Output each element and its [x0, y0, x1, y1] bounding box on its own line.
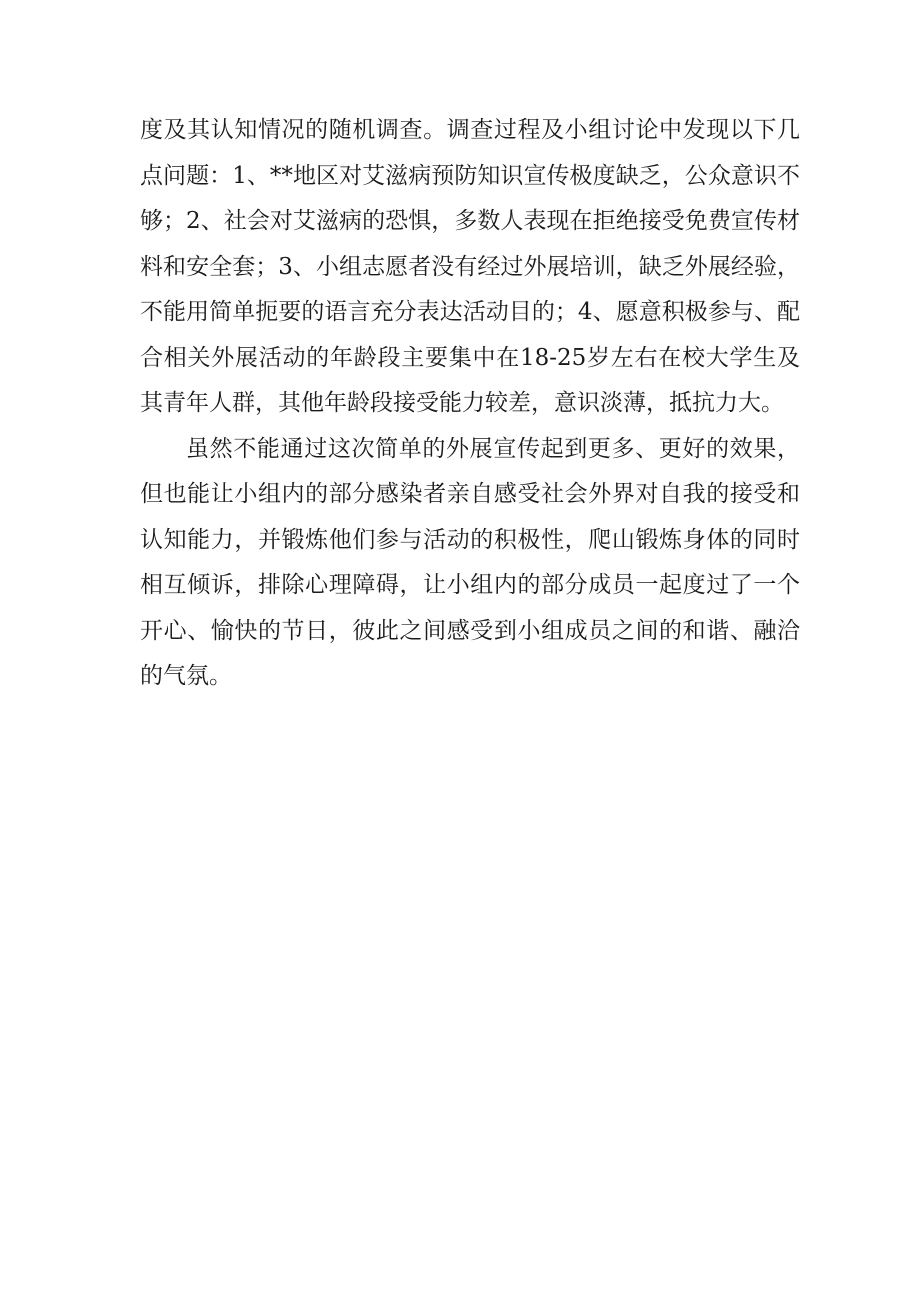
text-line: 不能用简单扼要的语言充分表达活动目的；4、愿意积极参与、配: [140, 299, 800, 325]
text-line: 认知能力，并锻炼他们参与活动的积极性，爬山锻炼身体的同时: [140, 526, 800, 553]
text-line: 其青年人群，其他年龄段接受能力较差，意识淡薄，抵抗力大。: [140, 390, 784, 416]
text-line: 合相关外展活动的年龄段主要集中在18-25岁左右在校大学生及: [140, 344, 800, 371]
text-line: 度及其认知情况的随机调查。调查过程及小组讨论中发现以下几: [140, 117, 800, 143]
text-line: 的气氛。: [140, 663, 232, 689]
text-line: 料和安全套；3、小组志愿者没有经过外展培训，缺乏外展经验，: [140, 253, 800, 280]
paragraph-2: [140, 427, 800, 700]
text-line: 虽然不能通过这次简单的外展宣传起到更多、更好的效果，: [186, 435, 800, 462]
paragraph-1: [140, 108, 800, 427]
text-line: 相互倾诉，排除心理障碍，让小组内的部分成员一起度过了一个: [140, 572, 800, 598]
text-line: 但也能让小组内的部分感染者亲自感受社会外界对自我的接受和: [140, 481, 800, 507]
text-line: 开心、愉快的节日，彼此之间感受到小组成员之间的和谐、融洽: [140, 617, 800, 644]
document-body: [140, 108, 800, 700]
text-line: 点问题：1、**地区对艾滋病预防知识宣传极度缺乏，公众意识不: [140, 162, 800, 189]
text-line: 够；2、社会对艾滋病的恐惧，多数人表现在拒绝接受免费宣传材: [140, 208, 800, 234]
